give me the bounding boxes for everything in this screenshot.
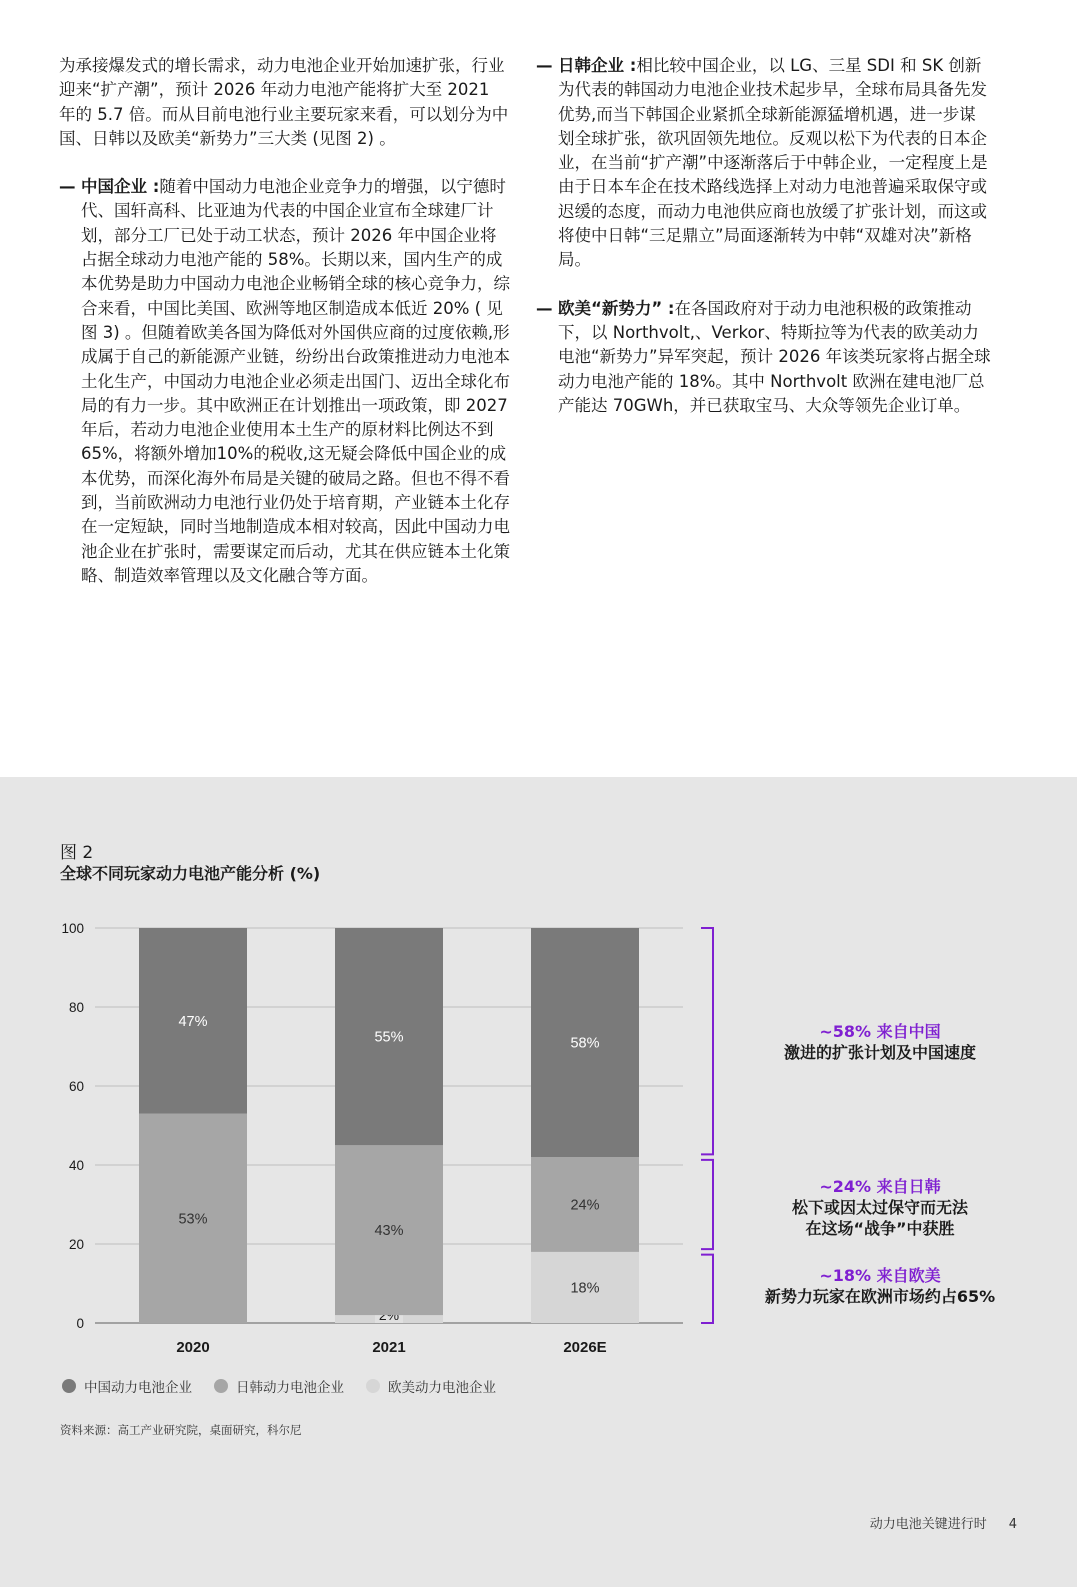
figure-label: 图 2 xyxy=(60,843,94,863)
legend-item xyxy=(62,1376,192,1396)
data-label: 47% xyxy=(178,1013,208,1030)
bullet-dash: — xyxy=(536,298,553,318)
legend-swatch xyxy=(62,1379,76,1393)
y-tick-label: 20 xyxy=(68,1237,84,1252)
data-label: 18% xyxy=(570,1280,600,1297)
y-tick-label: 40 xyxy=(68,1158,84,1173)
y-tick-label: 60 xyxy=(68,1079,84,1094)
bullet-dash: — xyxy=(59,177,76,197)
data-label: 55% xyxy=(374,1029,404,1046)
chart-legend xyxy=(62,1376,518,1396)
legend-item xyxy=(366,1376,496,1396)
bracket xyxy=(701,1255,713,1323)
legend-label: 中国动力电池企业 xyxy=(84,1380,192,1396)
annotation-japan-korea-highlight: ~24% 来自日韩 xyxy=(819,1177,941,1196)
figure-title: 全球不同玩家动力电池产能分析 (%) xyxy=(60,864,321,883)
annotation-china-line: 激进的扩张计划及中国速度 xyxy=(783,1043,976,1062)
annotation-west-highlight: ~18% 来自欧美 xyxy=(819,1266,941,1285)
y-tick-label: 100 xyxy=(61,921,84,936)
legend-label: 欧美动力电池企业 xyxy=(388,1380,496,1396)
data-label: 43% xyxy=(374,1223,404,1240)
annotation-china xyxy=(735,1021,1025,1063)
west-bullet-label: 欧美“新势力” : xyxy=(558,298,675,318)
annotation-west xyxy=(735,1265,1025,1307)
annotation-china-highlight: ~58% 来自中国 xyxy=(819,1022,941,1041)
data-label: 24% xyxy=(570,1197,600,1214)
china-bullet xyxy=(59,175,511,588)
legend-label: 日韩动力电池企业 xyxy=(236,1380,344,1396)
data-label: 53% xyxy=(178,1211,208,1228)
left-column xyxy=(59,54,511,612)
x-category-label: 2026E xyxy=(563,1339,607,1356)
bullet-dash: — xyxy=(536,56,553,75)
bracket xyxy=(701,1160,713,1249)
x-category-label: 2021 xyxy=(372,1339,406,1356)
legend-swatch xyxy=(214,1379,228,1393)
legend-swatch xyxy=(366,1379,380,1393)
page-number: 4 xyxy=(1008,1517,1017,1532)
y-tick-label: 80 xyxy=(68,1000,84,1015)
japan-korea-bullet-text: 相比较中国企业，以 LG、三星 SDI 和 SK 创新为代表的韩国动力电池企业技术起步早，全球布局具备先发优势,而当下韩国企业紧抓全球新能源猛增机遇，进一步谋划全球扩张，欲巩固领先地位。反观以松下为代表的日本企业，在当前“扩产潮”中逐渐落后于中韩企业，一定程度上是由于日本车企在技术路线选择上对动力电池普遍采取保守或迟缓的态度，而动力电池供应商也放缓了扩张计划，而这或将使中日韩“三足鼎立”局面逐渐转为中韩“双雄对决”新格局。 xyxy=(558,56,988,270)
china-bullet-text: 随着中国动力电池企业竞争力的增强，以宁德时代、国轩高科、比亚迪为代表的中国企业宣布全球建厂计划，部分工厂已处于动工状态，预计 2026 年中国企业将占据全球动力电池产能的 58%。长期以来，国内生产的成本优势是助力中国动力电池企业畅销全球的核心竞争力，综合来看，中国比美国、欧洲等地区制造成本低近 20% ( 见图 3) 。但随着欧美各国为降低对外国供应商的过度依赖,形成属于自己的新能源产业链，纷纷出台政策推进动力电池本土化生产，中国动力电池企业必须走出国门、迈出全球化布局的有力一步。其中欧洲正在计划推出一项政策，即 2027 年后，若动力电池企业使用本土生产的原材料比例达不到 65%，将额外增加10%的税收,这无疑会降低中国企业的成本优势，而深化海外布局是关键的破局之路。但也不得不看到，当前欧洲动力电池行业仍处于培育期，产业链本土化存在一定短缺，同时当地制造成本相对较高，因此中国动力电池企业在扩张时，需要谋定而后动，尤其在供应链本土化策略、制造效率管理以及文化融合等方面。 xyxy=(81,177,510,585)
west-bullet xyxy=(536,297,992,418)
annotation-japan-korea xyxy=(735,1176,1025,1239)
y-tick-label: 0 xyxy=(76,1316,84,1331)
data-label: 58% xyxy=(570,1035,600,1052)
intro-paragraph: 为承接爆发式的增长需求，动力电池企业开始加速扩张，行业迎来“扩产潮”，预计 2026 年动力电池产能将扩大至 2021 年的 5.7 倍。而从目前电池行业主要玩家来看，可以划分为中国、日韩以及欧美“新势力”三大类 (见图 2) 。 xyxy=(59,56,509,148)
japan-korea-bullet-label: 日韩企业 : xyxy=(558,56,637,75)
footer-title: 动力电池关键进行时 xyxy=(869,1517,987,1532)
west-bullet-text: 在各国政府对于动力电池积极的政策推动下，以 Northvolt,、Verkor、特斯拉等为代表的欧美动力电池“新势力”异军突起，预计 2026 年该类玩家将占据全球动力电池产能的 18%。其中 Northvolt 欧洲在建电池厂总产能达 70GWh，并已获取宝马、大众等领先企业订单。 xyxy=(558,298,991,415)
annotation-japan-korea-line: 在这场“战争”中获胜 xyxy=(805,1219,955,1238)
annotation-west-line: 新势力玩家在欧洲市场约占65% xyxy=(764,1287,996,1306)
page-footer xyxy=(870,1513,1017,1532)
right-column xyxy=(536,54,992,442)
china-bullet-label: 中国企业 : xyxy=(81,177,160,197)
source-note: 资料来源：高工产业研究院，桌面研究，科尔尼 xyxy=(60,1423,302,1437)
annotation-japan-korea-line: 松下或因太过保守而无法 xyxy=(791,1198,968,1217)
japan-korea-bullet xyxy=(536,54,992,273)
legend-item xyxy=(214,1376,344,1396)
bracket xyxy=(701,928,713,1154)
x-category-label: 2020 xyxy=(176,1339,210,1356)
